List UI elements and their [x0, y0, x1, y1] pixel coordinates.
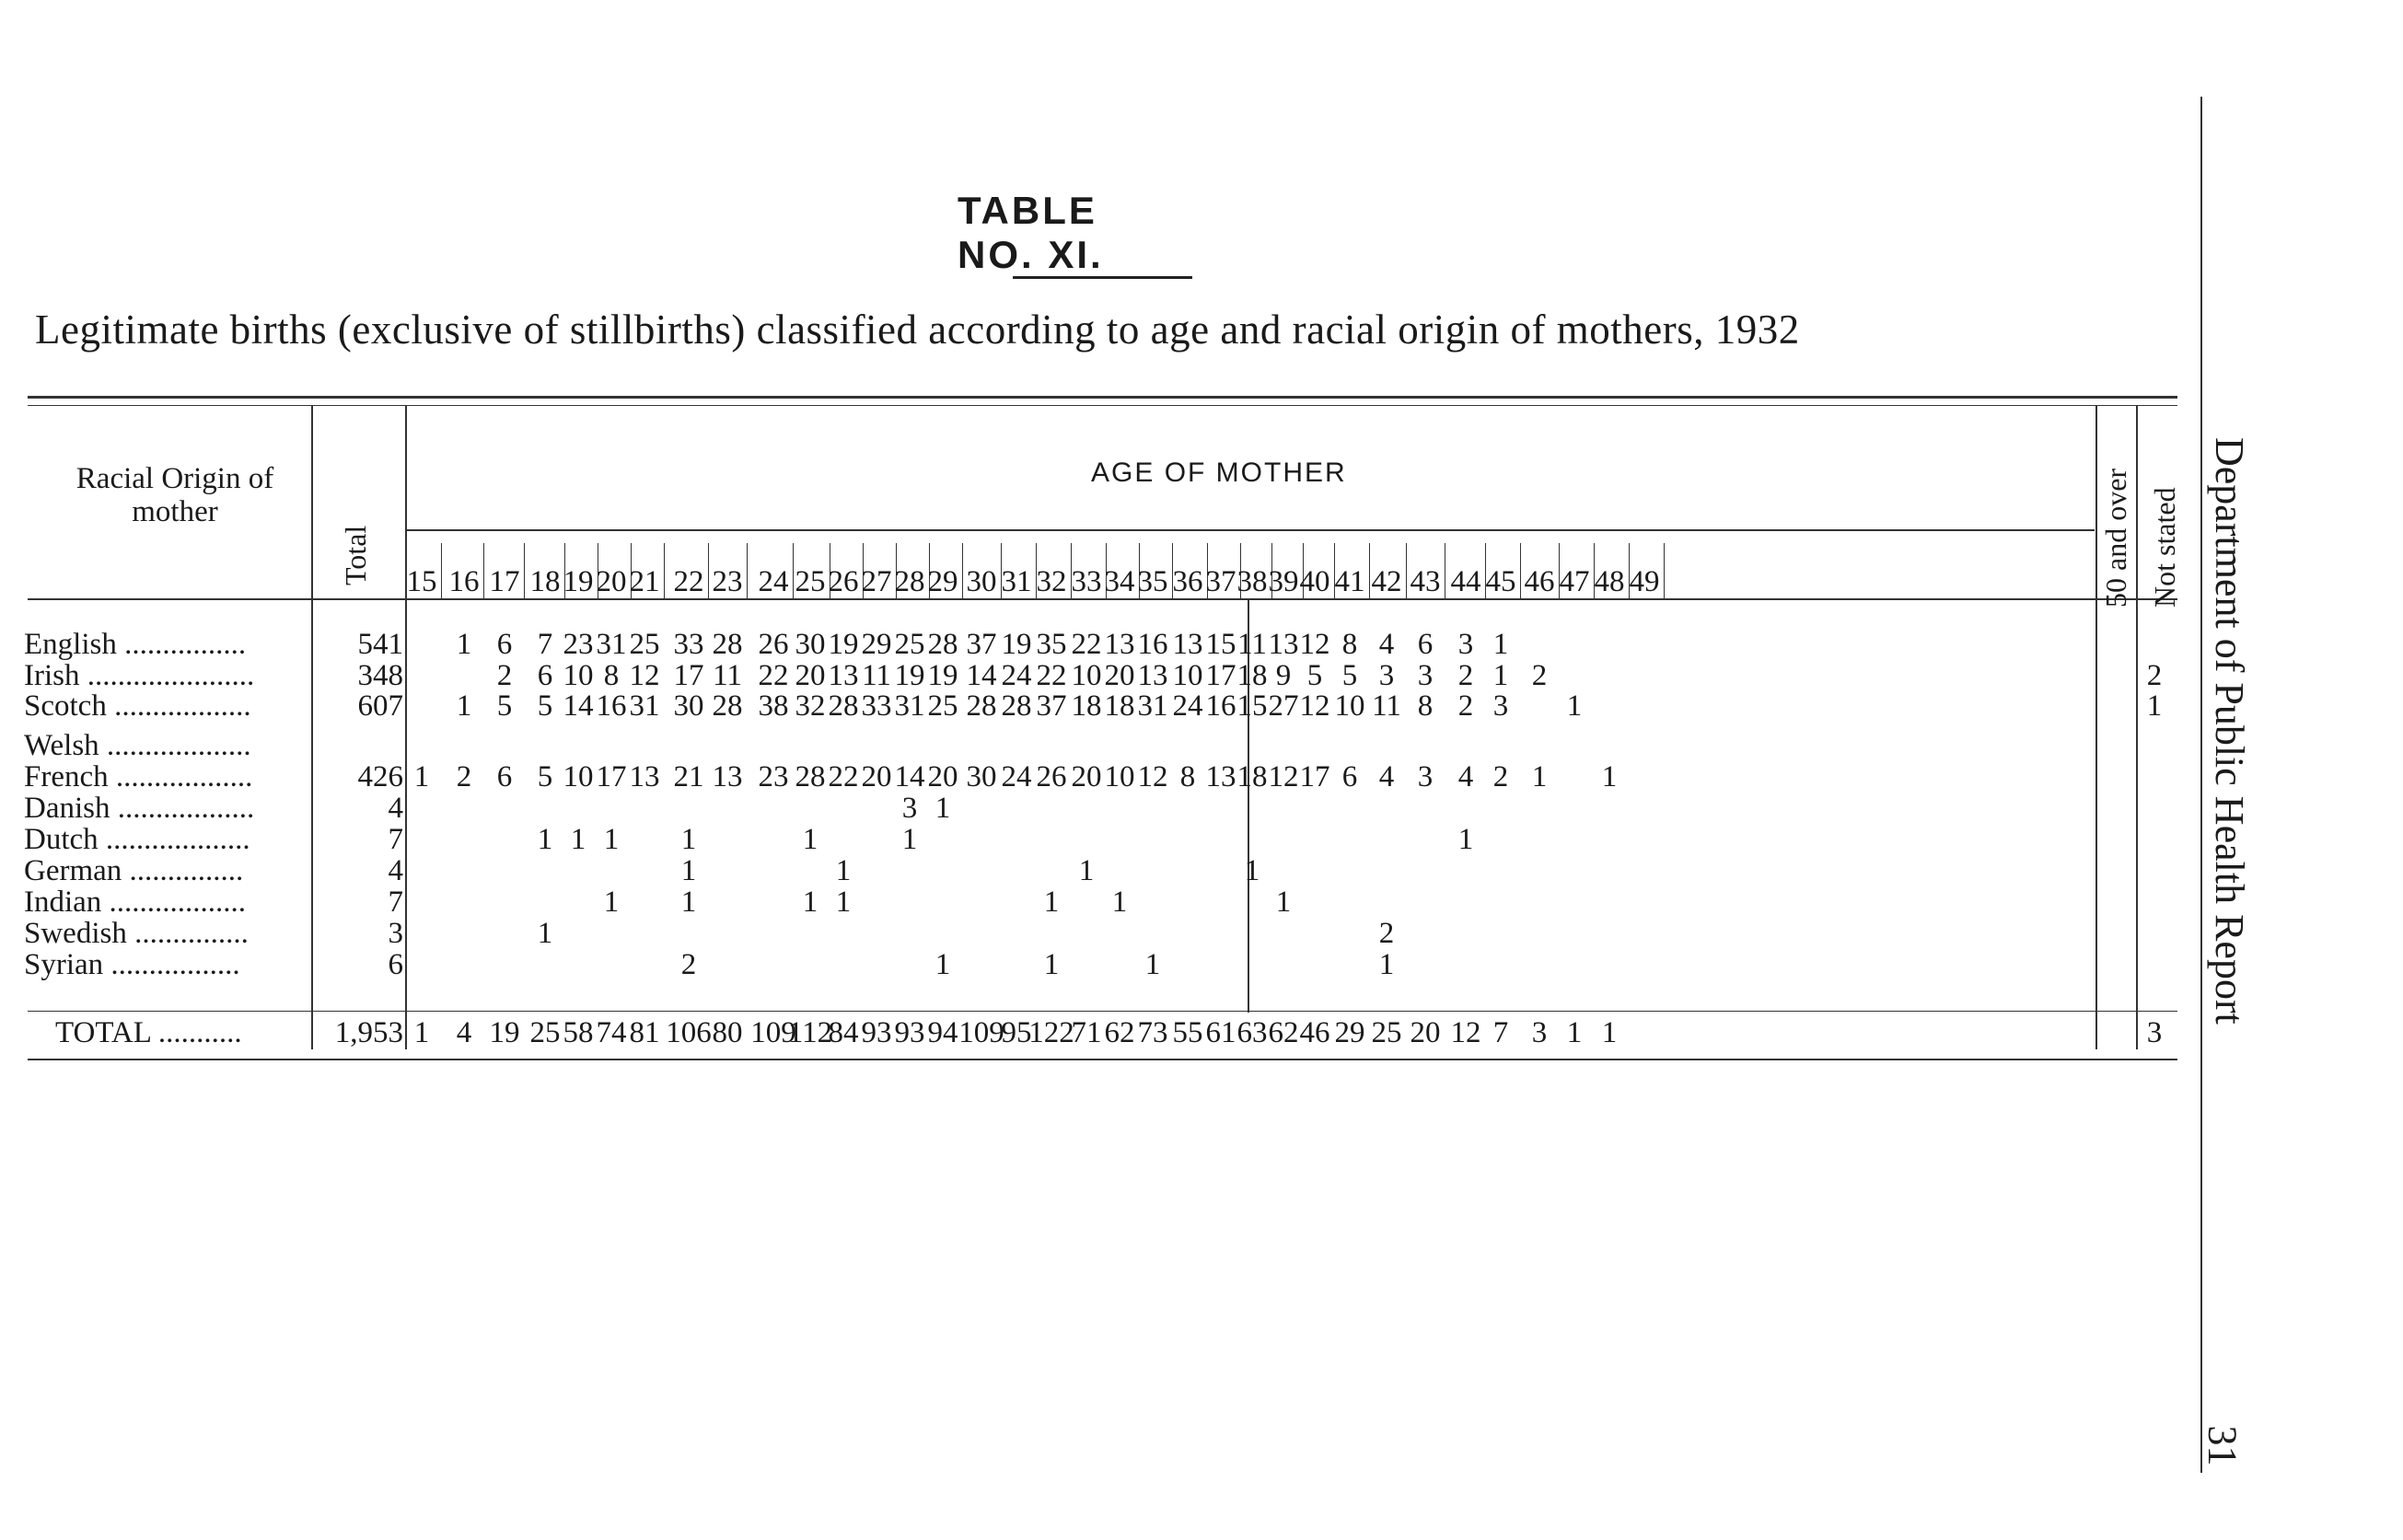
- table-row-2-cell: 18: [1071, 689, 1102, 723]
- total-row-cell: 63: [1236, 1016, 1268, 1049]
- table-row-4-cell: 20: [861, 760, 892, 793]
- table-row-8-cell: 1: [1275, 886, 1292, 919]
- age-header-18: 18: [529, 565, 561, 598]
- table-row-4-cell: 18: [1236, 760, 1268, 793]
- age-header-23: 23: [712, 565, 743, 598]
- age-header-32: 32: [1036, 565, 1067, 598]
- table-row-2-cell: 27: [1268, 689, 1299, 723]
- title-rule: [1013, 276, 1192, 279]
- total-row-cell: 25: [529, 1016, 561, 1049]
- total-row-cell: 84: [828, 1016, 859, 1049]
- table-row-2-cell: 32: [795, 689, 826, 723]
- table-row-8-cell: 1: [1111, 886, 1128, 919]
- total-row-cell: 95: [1001, 1016, 1032, 1049]
- table-top-rule-2: [28, 405, 2177, 406]
- table-row-4-total: 426: [357, 760, 403, 793]
- age-header-42: 42: [1371, 565, 1402, 598]
- table-row-1-cell: 5: [1306, 659, 1323, 692]
- table-bottom-rule: [28, 1059, 2177, 1060]
- age-header-21: 21: [629, 565, 660, 598]
- table-row-2-cell: 28: [828, 689, 859, 723]
- table-row-4-cell: 20: [927, 760, 958, 793]
- table-row-0-cell: 13: [1172, 628, 1203, 661]
- table-row-1-cell: 2: [1531, 659, 1548, 692]
- table-row-0-cell: 19: [1001, 628, 1032, 661]
- age-header-34: 34: [1104, 565, 1135, 598]
- table-row-8-label: Indian ..................: [24, 886, 247, 919]
- table-row-1-cell: 9: [1275, 659, 1292, 692]
- table-row-0-cell: 25: [894, 628, 925, 661]
- total-column-rule: [405, 405, 407, 1049]
- total-row-label: TOTAL ...........: [55, 1016, 242, 1049]
- total-row-cell: 55: [1172, 1016, 1203, 1049]
- table-row-4-cell: 23: [758, 760, 789, 793]
- table-row-2-cell: 24: [1172, 689, 1203, 723]
- table-top-rule: [28, 396, 2177, 399]
- table-row-2-cell: 18: [1104, 689, 1135, 723]
- table-row-2-cell: 31: [629, 689, 660, 723]
- age-header-15: 15: [406, 565, 437, 598]
- table-row-0-cell: 30: [795, 628, 826, 661]
- table-row-0-cell: 22: [1071, 628, 1102, 661]
- table-row-4-cell: 1: [1531, 760, 1548, 793]
- age-header-16: 16: [448, 565, 480, 598]
- table-row-0-label: English ................: [24, 628, 247, 661]
- table-row-1-label: Irish ......................: [24, 659, 255, 692]
- age-header-31: 31: [1001, 565, 1032, 598]
- table-row-10-total: 6: [388, 948, 403, 981]
- table-row-1-cell: 2: [496, 659, 513, 692]
- table-row-4-cell: 4: [1457, 760, 1474, 793]
- age-of-mother-header: AGE OF MOTHER: [1091, 457, 1347, 488]
- age-header-43: 43: [1410, 565, 1441, 598]
- table-row-7-cell: 1: [680, 854, 697, 887]
- table-row-2-cell: 28: [1001, 689, 1032, 723]
- total-row-cell: 109: [958, 1016, 1004, 1049]
- table-row-4-cell: 30: [966, 760, 997, 793]
- table-row-8-cell: 1: [835, 886, 852, 919]
- table-row-6-cell: 1: [570, 823, 586, 856]
- age-header-49: 49: [1629, 565, 1660, 598]
- table-row-4-cell: 20: [1071, 760, 1102, 793]
- total-row-cell: 74: [596, 1016, 627, 1049]
- table-row-7-cell: 1: [1078, 854, 1095, 887]
- table-row-2-cell: 3: [1492, 689, 1509, 723]
- age-header-48: 48: [1594, 565, 1625, 598]
- table-row-0-cell: 33: [673, 628, 704, 661]
- age-header-33: 33: [1071, 565, 1102, 598]
- table-row-5-cell: 1: [934, 792, 951, 825]
- table-row-1-cell: 20: [1104, 659, 1135, 692]
- not-stated-header: Not stated: [2148, 487, 2181, 608]
- table-row-2-cell: 2: [1457, 689, 1474, 723]
- age-header-19: 19: [563, 565, 594, 598]
- table-row-0-cell: 7: [537, 628, 553, 661]
- table-title: TABLE NO. XI.: [958, 189, 1104, 276]
- table-row-4-cell: 22: [828, 760, 859, 793]
- table-row-0-cell: 12: [1299, 628, 1330, 661]
- total-row-cell: 73: [1137, 1016, 1168, 1049]
- total-row-cell: 62: [1268, 1016, 1299, 1049]
- age-header-20: 20: [596, 565, 627, 598]
- table-row-10-cell: 2: [680, 948, 697, 981]
- table-row-7-label: German ...............: [24, 854, 244, 887]
- total-row-cell: 81: [629, 1016, 660, 1049]
- table-row-2-cell: 16: [596, 689, 627, 723]
- table-row-1-cell: 3: [1378, 659, 1395, 692]
- table-row-0-cell: 29: [861, 628, 892, 661]
- table-row-10-cell: 1: [934, 948, 951, 981]
- table-row-1-cell: 10: [1172, 659, 1203, 692]
- total-header: Total: [339, 525, 372, 585]
- table-row-2-cell: 1: [2146, 689, 2163, 723]
- table-row-2-cell: 1: [456, 689, 472, 723]
- table-row-0-cell: 23: [563, 628, 594, 661]
- table-row-1-cell: 14: [966, 659, 997, 692]
- table-row-0-cell: 6: [1417, 628, 1434, 661]
- age-header-29: 29: [927, 565, 958, 598]
- table-row-0-cell: 19: [828, 628, 859, 661]
- table-row-0-cell: 13: [1268, 628, 1299, 661]
- table-row-4-cell: 2: [456, 760, 472, 793]
- total-row-cell: 3: [2146, 1016, 2163, 1049]
- table-row-0-cell: 28: [712, 628, 743, 661]
- age-header-rule: [405, 529, 2095, 531]
- table-row-9-label: Swedish ...............: [24, 917, 249, 950]
- table-row-2-cell: 14: [563, 689, 594, 723]
- total-row-cell: 93: [861, 1016, 892, 1049]
- total-row-cell: 1: [1566, 1016, 1583, 1049]
- total-row-cell: 25: [1371, 1016, 1402, 1049]
- age-column-rule: [1664, 543, 1665, 598]
- total-row-cell: 122: [1028, 1016, 1074, 1049]
- table-row-1-cell: 11: [862, 659, 891, 692]
- age-column-rule: [664, 543, 665, 598]
- table-row-6-cell: 1: [603, 823, 620, 856]
- table-row-4-cell: 12: [1268, 760, 1299, 793]
- age-column-rule: [441, 543, 442, 598]
- table-row-6-cell: 1: [680, 823, 697, 856]
- table-row-0-cell: 15: [1205, 628, 1236, 661]
- total-row-cell: 1: [1601, 1016, 1618, 1049]
- table-row-1-cell: 19: [927, 659, 958, 692]
- age-header-17: 17: [489, 565, 520, 598]
- racial-origin-header: Racial Origin of mother: [75, 462, 274, 528]
- table-row-9-cell: 2: [1378, 917, 1395, 950]
- age-header-40: 40: [1299, 565, 1330, 598]
- table-row-4-cell: 10: [1104, 760, 1135, 793]
- age-header-27: 27: [861, 565, 892, 598]
- table-row-7-cell: 1: [835, 854, 852, 887]
- table-row-9-cell: 1: [537, 917, 553, 950]
- table-row-0-cell: 16: [1137, 628, 1168, 661]
- age-header-44: 44: [1450, 565, 1481, 598]
- total-row-cell: 19: [489, 1016, 520, 1049]
- table-row-1-cell: 17: [1205, 659, 1236, 692]
- right-edge-rule: [2200, 97, 2202, 1473]
- table-row-5-cell: 3: [901, 792, 918, 825]
- table-row-10-label: Syrian .................: [24, 948, 240, 981]
- table-row-2-label: Scotch ..................: [24, 689, 251, 723]
- table-row-2-cell: 28: [712, 689, 743, 723]
- table-row-1-cell: 19: [894, 659, 925, 692]
- table-row-0-cell: 25: [629, 628, 660, 661]
- table-row-1-cell: 10: [563, 659, 594, 692]
- table-row-4-cell: 1: [413, 760, 430, 793]
- age-header-30: 30: [966, 565, 997, 598]
- total-row-cell: 12: [1450, 1016, 1481, 1049]
- table-row-2-cell: 31: [894, 689, 925, 723]
- total-row-cell: 7: [1492, 1016, 1509, 1049]
- table-row-2-cell: 38: [758, 689, 789, 723]
- age-header-46: 46: [1524, 565, 1555, 598]
- table-row-4-cell: 26: [1036, 760, 1067, 793]
- total-row-cell: 106: [666, 1016, 712, 1049]
- table-row-1-total: 348: [357, 659, 403, 692]
- table-row-1-cell: 12: [629, 659, 660, 692]
- table-row-4-cell: 5: [537, 760, 553, 793]
- table-row-2-cell: 12: [1299, 689, 1330, 723]
- table-row-6-cell: 1: [802, 823, 818, 856]
- table-row-1-cell: 20: [795, 659, 826, 692]
- table-row-2-cell: 37: [1036, 689, 1067, 723]
- table-row-4-cell: 10: [563, 760, 594, 793]
- table-row-2-cell: 30: [673, 689, 704, 723]
- table-row-5-label: Danish ..................: [24, 792, 255, 825]
- table-row-2-cell: 31: [1137, 689, 1168, 723]
- table-row-0-cell: 37: [966, 628, 997, 661]
- table-row-8-cell: 1: [802, 886, 818, 919]
- table-row-1-cell: 3: [1417, 659, 1434, 692]
- table-row-4-cell: 21: [673, 760, 704, 793]
- total-top-rule: [28, 1011, 2177, 1012]
- table-row-0-cell: 1: [456, 628, 472, 661]
- table-row-0-total: 541: [357, 628, 403, 661]
- table-row-0-cell: 11: [1237, 628, 1267, 661]
- table-row-4-cell: 28: [795, 760, 826, 793]
- table-row-2-cell: 16: [1205, 689, 1236, 723]
- table-row-4-label: French ..................: [24, 760, 253, 793]
- table-row-2-cell: 15: [1236, 689, 1268, 723]
- age-header-47: 47: [1559, 565, 1590, 598]
- table-row-4-cell: 17: [596, 760, 627, 793]
- age-header-22: 22: [673, 565, 704, 598]
- table-row-1-cell: 13: [1137, 659, 1168, 692]
- table-row-8-cell: 1: [680, 886, 697, 919]
- table-row-4-cell: 6: [1341, 760, 1358, 793]
- age-header-36: 36: [1172, 565, 1203, 598]
- age-header-35: 35: [1137, 565, 1168, 598]
- total-row-cell: 109: [750, 1016, 796, 1049]
- total-row-cell: 94: [927, 1016, 958, 1049]
- table-row-2-cell: 1: [1566, 689, 1583, 723]
- table-row-4-cell: 6: [496, 760, 513, 793]
- table-row-4-cell: 17: [1299, 760, 1330, 793]
- table-row-1-cell: 6: [537, 659, 553, 692]
- table-row-0-cell: 26: [758, 628, 789, 661]
- table-row-2-cell: 28: [966, 689, 997, 723]
- table-row-2-cell: 33: [861, 689, 892, 723]
- table-row-0-cell: 4: [1378, 628, 1395, 661]
- table-row-4-cell: 14: [894, 760, 925, 793]
- table-row-9-total: 3: [388, 917, 403, 950]
- total-row-cell: 71: [1071, 1016, 1102, 1049]
- table-row-2-cell: 5: [496, 689, 513, 723]
- table-row-4-cell: 13: [712, 760, 743, 793]
- table-row-6-cell: 1: [1457, 823, 1474, 856]
- table-row-6-total: 7: [388, 823, 403, 856]
- table-caption: Legitimate births (exclusive of stillbirths) classified according to age and racial origin of mothers, 1932: [35, 307, 1800, 353]
- age-header-38: 38: [1236, 565, 1268, 598]
- table-row-4-cell: 3: [1417, 760, 1434, 793]
- age-header-39: 39: [1268, 565, 1299, 598]
- total-row-cell: 80: [712, 1016, 743, 1049]
- total-row-cell: 112: [787, 1016, 833, 1049]
- table-row-0-cell: 31: [596, 628, 627, 661]
- table-row-4-cell: 2: [1492, 760, 1509, 793]
- total-row-cell: 61: [1205, 1016, 1236, 1049]
- table-row-6-cell: 1: [901, 823, 918, 856]
- table-row-4-cell: 13: [1205, 760, 1236, 793]
- page-number: 31: [2200, 1425, 2246, 1466]
- table-row-1-cell: 22: [1036, 659, 1067, 692]
- fifty-and-over-header: 50 and over: [2099, 468, 2132, 608]
- table-row-0-cell: 3: [1457, 628, 1474, 661]
- table-row-1-cell: 22: [758, 659, 789, 692]
- table-row-1-cell: 24: [1001, 659, 1032, 692]
- table-row-1-cell: 8: [603, 659, 620, 692]
- table-row-3-label: Welsh ...................: [24, 729, 251, 762]
- table-row-7-total: 4: [388, 854, 403, 887]
- table-row-1-cell: 2: [2146, 659, 2163, 692]
- table-row-1-cell: 11: [713, 659, 742, 692]
- table-row-0-cell: 28: [927, 628, 958, 661]
- table-row-6-label: Dutch ...................: [24, 823, 250, 856]
- table-row-1-cell: 18: [1236, 659, 1268, 692]
- table-row-0-cell: 13: [1104, 628, 1135, 661]
- table-row-2-cell: 5: [537, 689, 553, 723]
- table-row-4-cell: 4: [1378, 760, 1395, 793]
- table-row-2-cell: 11: [1372, 689, 1401, 723]
- table-row-0-cell: 35: [1036, 628, 1067, 661]
- total-row-cell: 58: [563, 1016, 594, 1049]
- total-row-cell: 1: [413, 1016, 430, 1049]
- table-row-2-total: 607: [357, 689, 403, 723]
- table-row-5-total: 4: [388, 792, 403, 825]
- table-row-10-cell: 1: [1144, 948, 1161, 981]
- table-row-0-cell: 6: [496, 628, 513, 661]
- table-row-4-cell: 13: [629, 760, 660, 793]
- total-row-cell: 4: [456, 1016, 472, 1049]
- table-row-0-cell: 1: [1492, 628, 1509, 661]
- age-header-45: 45: [1485, 565, 1516, 598]
- table-row-8-cell: 1: [1043, 886, 1060, 919]
- table-row-4-cell: 24: [1001, 760, 1032, 793]
- table-row-4-cell: 8: [1179, 760, 1196, 793]
- fifty-column-rule: [2095, 405, 2097, 1049]
- age-header-26: 26: [828, 565, 859, 598]
- notstated-column-rule: [2136, 405, 2138, 1049]
- table-row-1-cell: 2: [1457, 659, 1474, 692]
- table-row-1-cell: 5: [1341, 659, 1358, 692]
- total-row-cell: 46: [1299, 1016, 1330, 1049]
- table-row-2-cell: 8: [1417, 689, 1434, 723]
- age-header-37: 37: [1205, 565, 1236, 598]
- table-row-7-cell: 1: [1244, 854, 1260, 887]
- table-row-10-cell: 1: [1043, 948, 1060, 981]
- age-header-24: 24: [758, 565, 789, 598]
- age-column-rule: [747, 543, 748, 598]
- table-row-1-cell: 17: [673, 659, 704, 692]
- total-row-cell: 93: [894, 1016, 925, 1049]
- age-header-25: 25: [795, 565, 826, 598]
- table-row-0-cell: 8: [1341, 628, 1358, 661]
- table-row-8-total: 7: [388, 886, 403, 919]
- table-row-6-cell: 1: [537, 823, 553, 856]
- total-row-cell: 62: [1104, 1016, 1135, 1049]
- age-header-28: 28: [894, 565, 925, 598]
- table-row-1-cell: 10: [1071, 659, 1102, 692]
- table-row-1-cell: 1: [1492, 659, 1509, 692]
- report-running-title: Department of Public Health Report: [2207, 437, 2252, 1025]
- table-row-4-cell: 1: [1601, 760, 1618, 793]
- total-row-cell: 20: [1410, 1016, 1441, 1049]
- table-row-10-cell: 1: [1378, 948, 1395, 981]
- table-row-4-cell: 12: [1137, 760, 1168, 793]
- table-row-2-cell: 10: [1334, 689, 1365, 723]
- table-row-8-cell: 1: [603, 886, 620, 919]
- total-row-cell: 29: [1334, 1016, 1365, 1049]
- total-row-total: 1,953: [334, 1016, 403, 1049]
- table-row-1-cell: 13: [828, 659, 859, 692]
- total-row-cell: 3: [1531, 1016, 1548, 1049]
- age-header-41: 41: [1334, 565, 1365, 598]
- table-row-2-cell: 25: [927, 689, 958, 723]
